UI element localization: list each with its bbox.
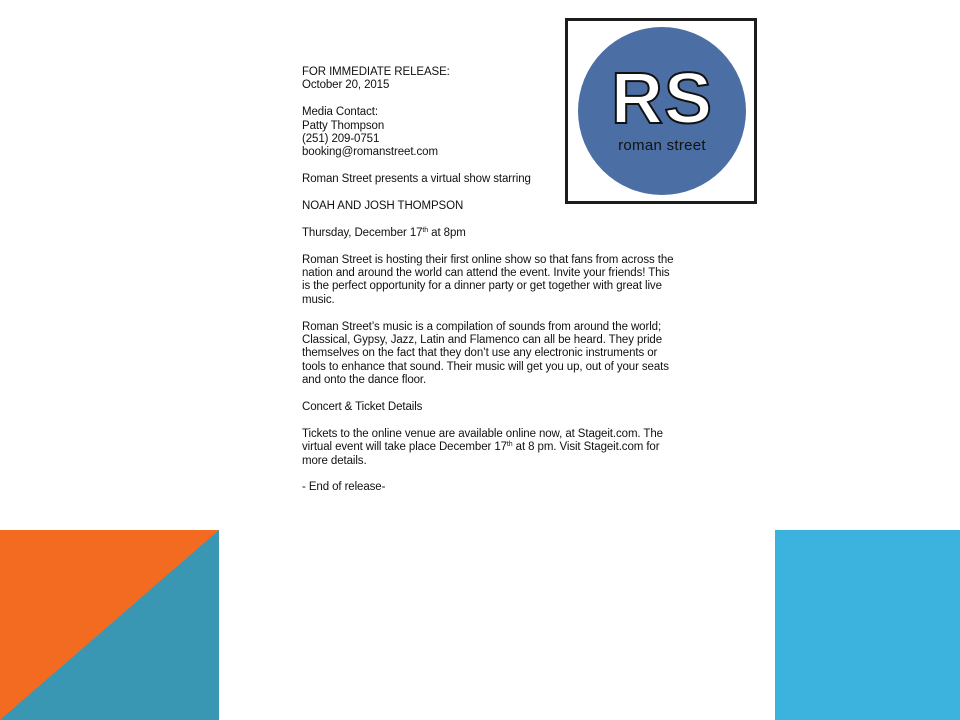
- corner-decoration-left: [0, 530, 219, 720]
- paragraph-2-line-1: Roman Street’s music is a compilation of sounds from around the world;: [302, 320, 662, 333]
- paragraph-3-line-3: more details.: [302, 454, 367, 467]
- paragraph-1-line-2: nation and around the world can attend the event. Invite your friends! This: [302, 267, 670, 280]
- intro-line: Roman Street presents a virtual show starring: [302, 173, 531, 186]
- logo-initials: RS: [610, 59, 714, 139]
- paragraph-1-line-1: Roman Street is hosting their first online show so that fans from across the: [302, 253, 674, 266]
- show-date-time: at 8pm: [428, 226, 466, 239]
- end-of-release: - End of release-: [302, 481, 386, 494]
- release-date: October 20, 2015: [302, 79, 390, 92]
- corner-decoration-right: [775, 530, 960, 720]
- artists-line: NOAH AND JOSH THOMPSON: [302, 200, 464, 213]
- logo-name: roman street: [618, 137, 706, 154]
- details-heading: Concert & Ticket Details: [302, 401, 423, 414]
- contact-name: Patty Thompson: [302, 119, 385, 132]
- paragraph-2-line-3: themselves on the fact that they don’t use any electronic instruments or: [302, 347, 658, 360]
- paragraph-3-line-2-rest: at 8 pm. Visit Stageit.com for: [512, 441, 660, 454]
- paragraph-2-line-5: and onto the dance floor.: [302, 374, 427, 387]
- contact-email: booking@romanstreet.com: [302, 146, 438, 159]
- paragraph-1-line-4: music.: [302, 293, 335, 306]
- show-date-line: [302, 227, 732, 240]
- paragraph-2-line-4: tools to enhance that sound. Their music will get you up, out of your seats: [302, 360, 669, 373]
- paragraph-3-line-2-text: virtual event will take place December 17: [302, 441, 507, 454]
- press-release: [302, 66, 732, 495]
- media-contact-label: Media Contact:: [302, 106, 378, 119]
- release-headline: FOR IMMEDIATE RELEASE:: [302, 66, 450, 78]
- paragraph-3-line-2: [302, 441, 732, 454]
- show-date-suffix: th: [422, 226, 429, 234]
- paragraph-1-line-3: is the perfect opportunity for a dinner party or get together with great live: [302, 280, 662, 293]
- paragraph-3-line-1: Tickets to the online venue are available online now, at Stageit.com. The: [302, 427, 663, 440]
- contact-phone: (251) 209-0751: [302, 133, 380, 146]
- paragraph-3-date-suffix: th: [506, 441, 513, 449]
- paragraph-2-line-2: Classical, Gypsy, Jazz, Latin and Flamenco can all be heard. They pride: [302, 334, 663, 347]
- show-date-text: Thursday, December 17: [302, 226, 423, 239]
